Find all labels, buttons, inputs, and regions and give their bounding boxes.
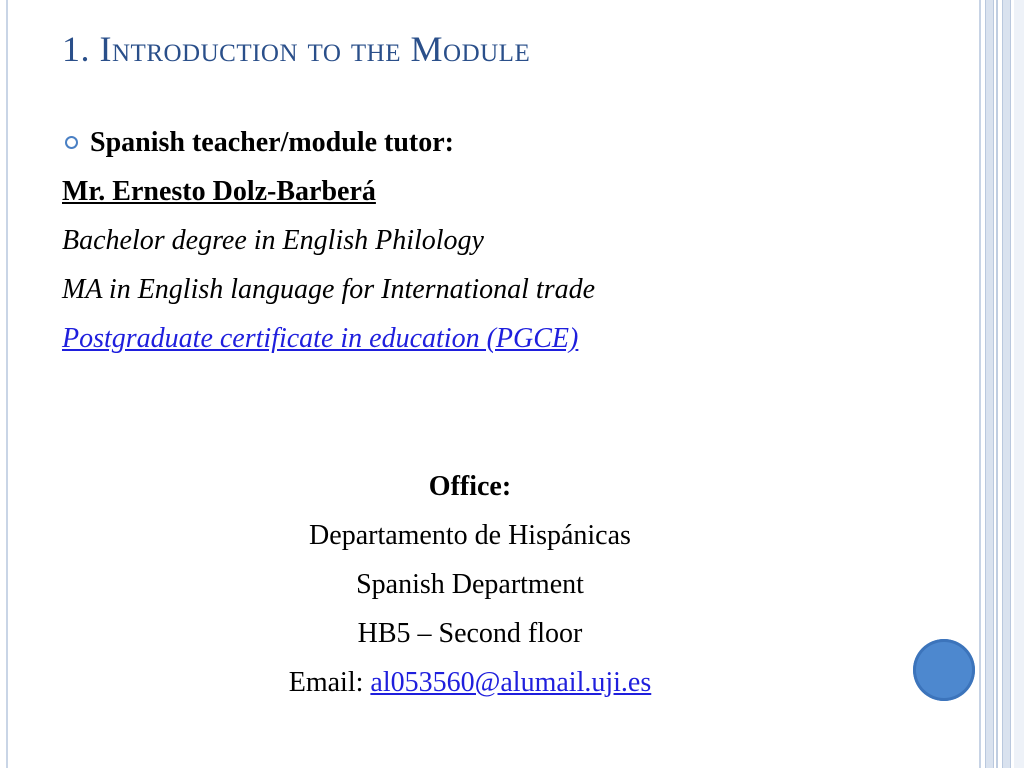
circle-bullet-icon	[65, 136, 78, 149]
right-stripe	[1014, 0, 1024, 768]
office-heading: Office:	[428, 471, 512, 502]
pgce-link[interactable]: Postgraduate certificate in education (PGCE)	[62, 323, 579, 354]
office-email-row	[0, 658, 940, 707]
email-label: Email:	[288, 667, 371, 698]
slide-body	[62, 118, 942, 363]
qualification-ma: MA in English language for International trade	[62, 274, 596, 305]
right-stripe	[996, 0, 998, 768]
decorative-circle-icon	[913, 639, 975, 701]
email-link[interactable]: al053560@alumail.uji.es	[370, 667, 652, 698]
qualification-bachelor: Bachelor degree in English Philology	[62, 225, 484, 256]
slide-title: 1. Introduction to the Module	[62, 29, 531, 69]
office-department-en: Spanish Department	[356, 569, 584, 600]
office-block	[0, 462, 940, 707]
right-stripe	[1002, 0, 1011, 768]
right-stripe	[979, 0, 981, 768]
office-location: HB5 – Second floor	[357, 618, 583, 649]
right-stripe	[985, 0, 994, 768]
bullet-label: Spanish teacher/module tutor:	[90, 127, 454, 158]
office-department-es: Departamento de Hispánicas	[309, 520, 631, 551]
bullet-item	[62, 118, 942, 167]
tutor-name: Mr. Ernesto Dolz-Barberá	[62, 176, 376, 207]
